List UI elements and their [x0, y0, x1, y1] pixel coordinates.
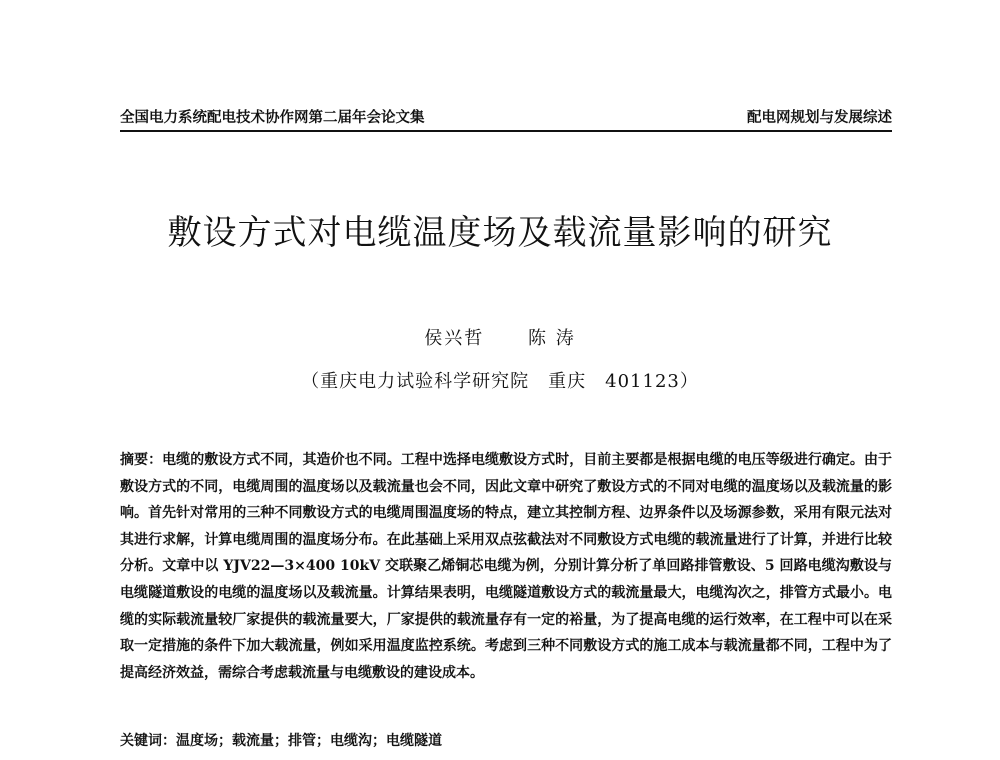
running-header — [120, 108, 892, 132]
keywords-label: 关键词： — [120, 733, 176, 749]
paper-title: 敷设方式对电缆温度场及载流量影响的研究 — [167, 213, 833, 253]
keywords — [120, 730, 892, 750]
keywords-text: 温度场；载流量；排管；电缆沟；电缆隧道 — [176, 733, 442, 749]
abstract-label: 摘要： — [120, 452, 163, 468]
abstract-text: 电缆的敷设方式不同，其造价也不同。工程中选择电缆敷设方式时，目前主要都是根据电缆的电压等级进行确定。由于敷设方式的不同，电缆周围的温度场以及载流量也会不同，因此文章中研究了敷设方式的不同对电缆的温度场以及载流量的影响。首先针对常用的三种不同敷设方式的电缆周围温度场的特点，建立其控制方程、边界条件以及场源参数，采用有限元法对其进行求解，计算电缆周围的温度场分布。在此基础上采用双点弦截法对不同敷设方式电缆的载流量进行了计算，并进行比较分析。文章中以 YJV22—3×400 10kV 交联聚乙烯铜芯电缆为例，分别计算分析了单回路排管敷设、5 回路电缆沟敷设与电缆隧道敷设的电缆的温度场以及载流量。计算结果表明，电缆隧道敷设方式的载流量最大，电缆沟次之，排管方式最小。电缆的实际载流量较厂家提供的载流量要大，厂家提供的载流量存有一定的裕量，为了提高电缆的运行效率，在工程中可以在采取一定措施的条件下加大载流量，例如采用温度监控系统。考虑到三种不同敷设方式的施工成本与载流量都不同，工程中为了提高经济效益，需综合考虑载流量与电缆敷设的建设成本。 — [120, 452, 893, 681]
header-proceedings-title: 全国电力系统配电技术协作网第二届年会论文集 — [120, 110, 425, 126]
author-name: 陈 涛 — [528, 328, 576, 349]
authors — [0, 324, 1000, 350]
abstract — [120, 447, 892, 686]
affiliation: （重庆电力试验科学研究院 重庆 401123） — [301, 371, 699, 392]
header-section-title: 配电网规划与发展综述 — [747, 110, 892, 126]
author-name: 侯兴哲 — [424, 328, 485, 349]
